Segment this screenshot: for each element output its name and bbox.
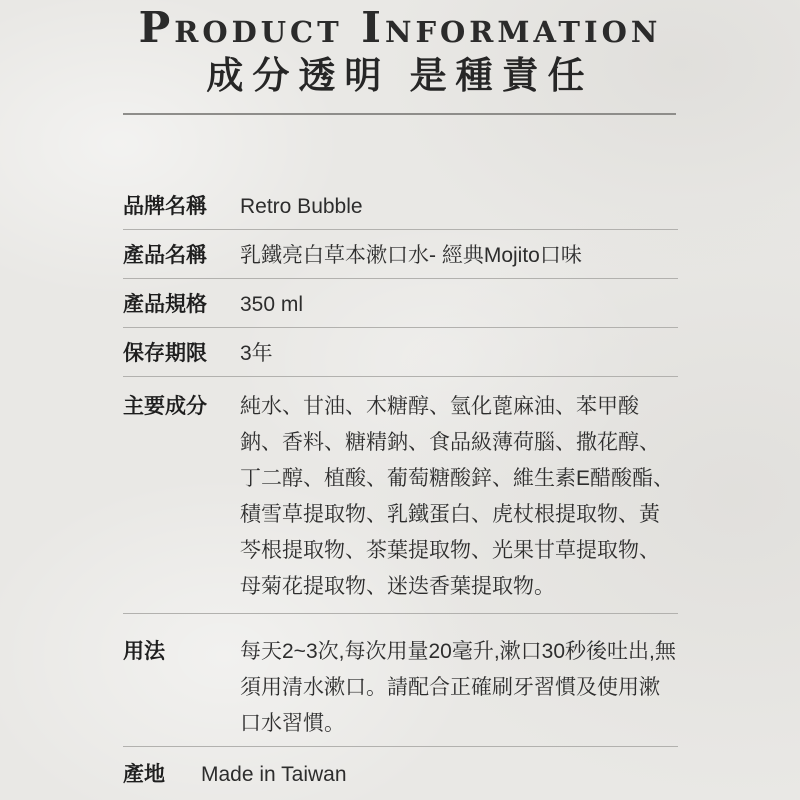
page-title: Product Information	[138, 3, 662, 52]
spec-row-main-ingredients	[123, 377, 678, 614]
page-header	[0, 0, 800, 97]
spec-label: 產地	[123, 763, 165, 786]
spec-row-usage	[123, 614, 678, 747]
spec-value: Retro Bubble	[240, 195, 363, 218]
spec-table	[123, 181, 678, 797]
spec-row-product-size	[123, 279, 678, 328]
spec-label: 產品規格	[123, 293, 207, 316]
spec-label: 用法	[123, 640, 165, 663]
spec-value: 每天2~3次,每次用量20毫升,漱口30秒後吐出,無須用清水漱口。請配合正確刷牙習慣及使用漱口水習慣。	[240, 640, 676, 735]
spec-label: 品牌名稱	[123, 195, 207, 218]
spec-value: 350 ml	[240, 293, 304, 316]
spec-value: 3年	[240, 342, 273, 365]
spec-label: 產品名稱	[123, 244, 207, 267]
spec-value: 純水、甘油、木糖醇、氫化蓖麻油、苯甲酸鈉、香料、糖精鈉、食品級薄荷腦、撒花醇、丁二醇、植酸、葡萄糖酸鋅、維生素E醋酸酯、積雪草提取物、乳鐵蛋白、虎杖根提取物、黃芩根提取物、茶葉提取物、光果甘草提取物、母菊花提取物、迷迭香葉提取物。	[240, 395, 675, 598]
spec-row-brand-name	[123, 181, 678, 230]
spec-value: Made in Taiwan	[201, 763, 347, 786]
spec-label: 保存期限	[123, 342, 207, 365]
spec-row-product-name	[123, 230, 678, 279]
spec-label: 主要成分	[123, 395, 207, 418]
spec-row-origin	[123, 747, 678, 797]
page-subtitle: 成分透明 是種責任	[206, 55, 594, 96]
spec-value: 乳鐵亮白草本漱口水- 經典Mojito口味	[240, 244, 582, 267]
title-divider	[123, 113, 676, 115]
spec-row-shelf-life	[123, 328, 678, 377]
